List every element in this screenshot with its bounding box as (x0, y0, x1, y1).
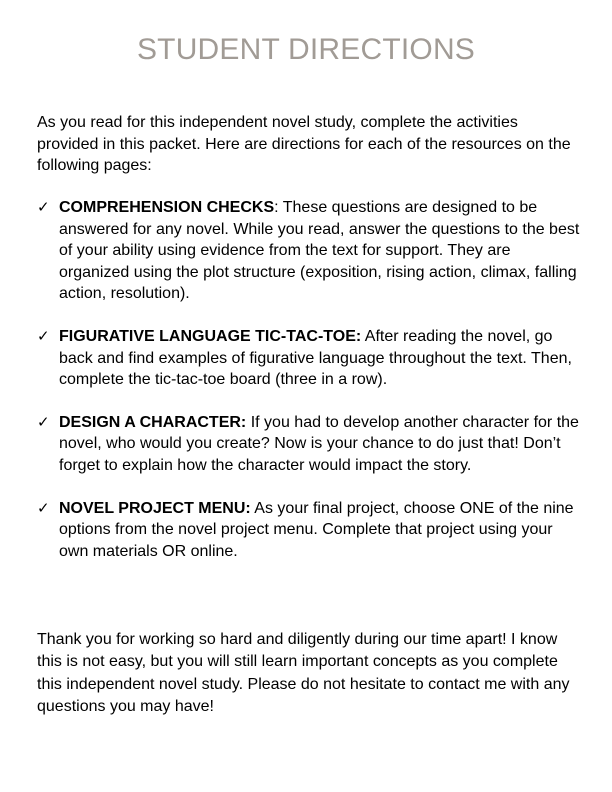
checkmark-icon: ✓ (37, 413, 50, 431)
item-body: If you had to develop another character for the novel, who would you create? Now is your chance to do just that! Don’t forget to explain how the character would impact the story. (59, 413, 579, 474)
checkmark-icon: ✓ (37, 199, 50, 216)
intro-paragraph: As you read for this independent novel study, complete the activities provided in this packet. Here are directions for each of the resources on the following pages: (37, 114, 571, 175)
item-body: After reading the novel, go back and find examples of figurative language throughout the text. Then, complete the tic-tac-toe board (three in a row). (59, 327, 572, 389)
list-item (37, 412, 582, 477)
item-body: These questions are designed to be answered for any novel. While you read, answer the questions to the best of your ability using evidence from the text for support. They are organized using the plot structure (exposition, rising action, climax, falling action, resolution). (59, 199, 580, 303)
item-separator: : (274, 199, 283, 216)
item-heading: FIGURATIVE LANGUAGE TIC-TAC-TOE: (59, 327, 362, 345)
checkmark-icon: ✓ (37, 499, 50, 517)
list-item (37, 197, 582, 305)
list-item (37, 326, 582, 391)
closing-paragraph: Thank you for working so hard and diligently during our time apart! I know this is not easy, but you will still learn important concepts as you complete this independent novel study. Please do not hesitate to contact me with any questions you may have! (37, 631, 570, 716)
item-heading: NOVEL PROJECT MENU: (59, 499, 251, 517)
checkmark-icon: ✓ (37, 327, 50, 345)
list-item (37, 498, 582, 563)
page-title: STUDENT DIRECTIONS (136, 33, 476, 66)
item-heading: COMPREHENSION CHECKS (59, 199, 275, 216)
directions-list (37, 197, 582, 583)
item-body: As your final project, choose ONE of the nine options from the novel project menu. Complete that project using your own materials OR online. (59, 499, 574, 560)
item-heading: DESIGN A CHARACTER: (59, 413, 247, 431)
